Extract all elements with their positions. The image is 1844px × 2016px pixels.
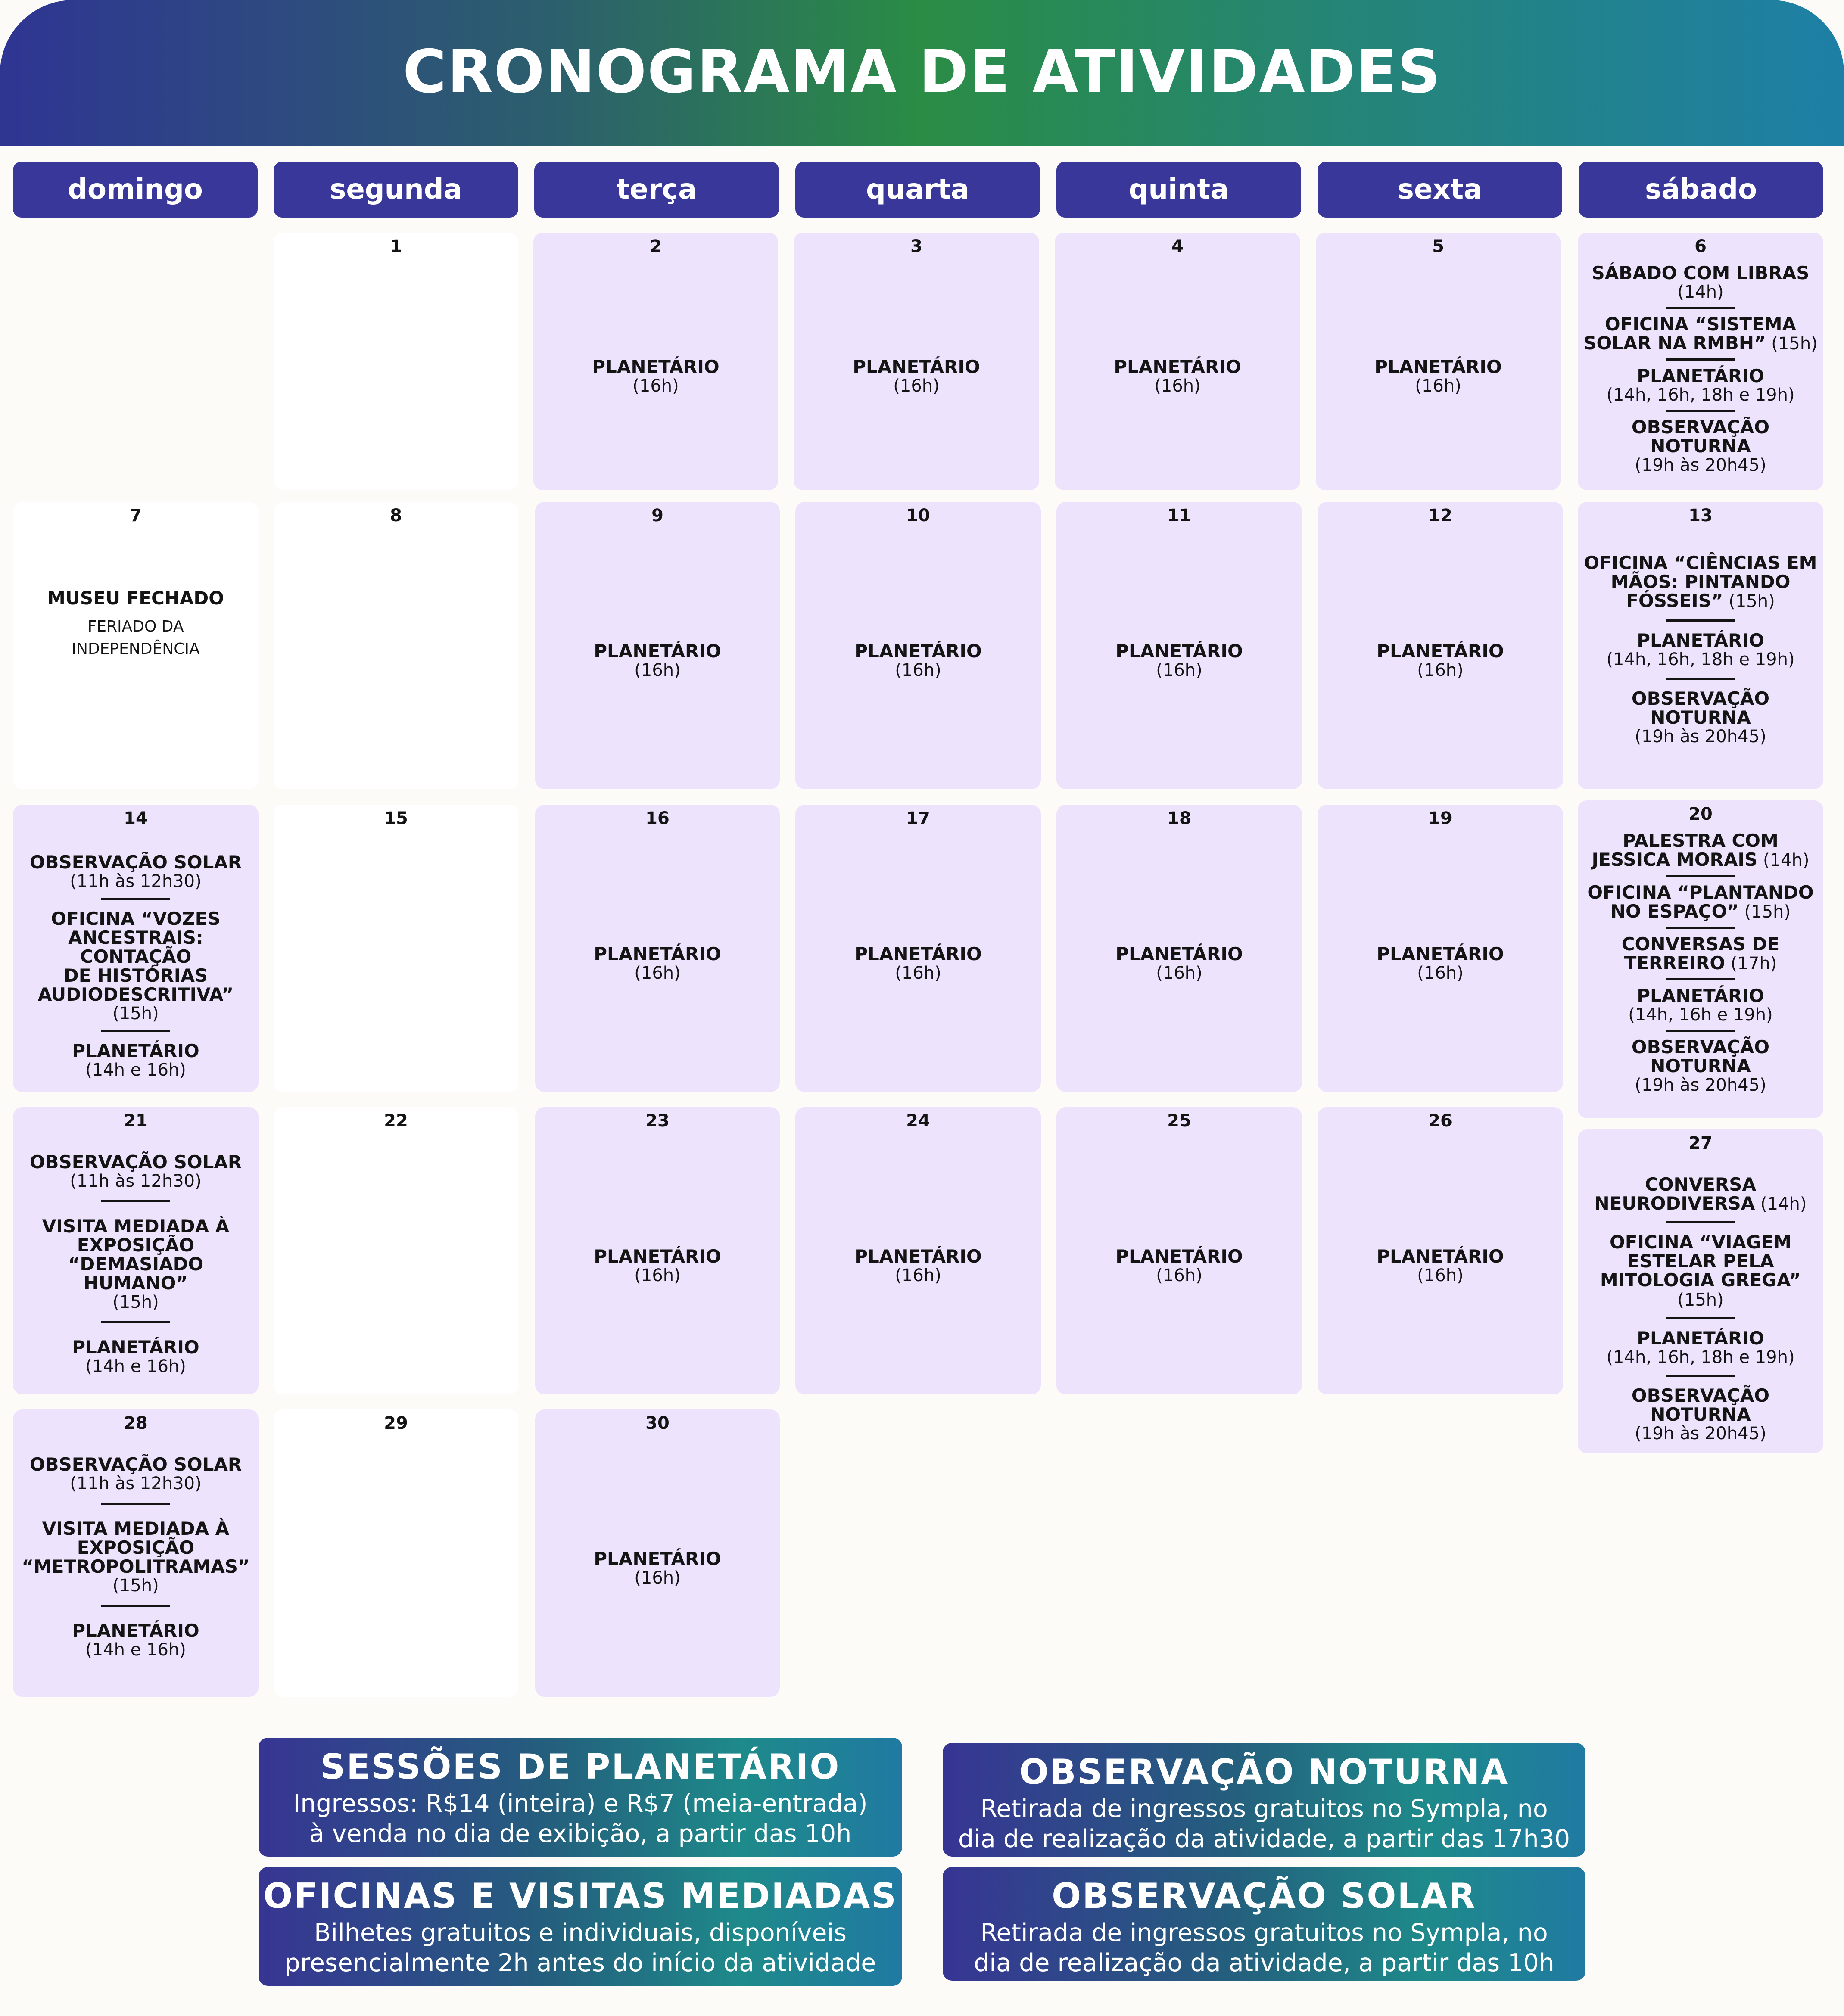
day-number: 18 xyxy=(1167,809,1191,828)
activity-time: (15h) xyxy=(112,1292,159,1312)
activity-title: PLANETÁRIO xyxy=(1377,1245,1504,1267)
activity-title: OBSERVAÇÃO SOLAR xyxy=(29,852,242,873)
info-description: Retirada de ingressos gratuitos no Sympla, no dia de realização da atividade, a partir das 17h30 xyxy=(958,1795,1570,1853)
weekday-quinta: quinta xyxy=(1056,162,1301,218)
day-cell-3 xyxy=(794,233,1039,490)
activity-time: (16h) xyxy=(632,376,679,396)
day-cell-23 xyxy=(535,1107,780,1394)
activity-title: PLANETÁRIO xyxy=(1114,356,1241,377)
weekday-sexta: sexta xyxy=(1318,162,1562,218)
activity-title: PLANETÁRIO xyxy=(1377,943,1504,964)
activity xyxy=(1578,554,1823,611)
activity-title: PLANETÁRIO xyxy=(1374,356,1502,377)
activity-time: (16h) xyxy=(1156,1265,1202,1285)
separator xyxy=(1666,307,1735,309)
activity xyxy=(1578,315,1823,353)
day-number: 24 xyxy=(906,1111,930,1131)
day-number: 30 xyxy=(645,1413,670,1433)
day-cell-22 xyxy=(274,1107,518,1394)
day-number: 12 xyxy=(1428,506,1452,526)
info-description: Retirada de ingressos gratuitos no Sympla, no dia de realização da atividade, a partir das 10h xyxy=(974,1919,1554,1977)
activity-title: PLANETÁRIO xyxy=(594,943,721,964)
separator xyxy=(1666,619,1735,622)
separator xyxy=(1666,410,1735,412)
activity-title: SÁBADO COM LIBRAS xyxy=(1592,262,1810,283)
activity-time: (16h) xyxy=(634,963,681,983)
activity-title-wrap xyxy=(1578,1233,1823,1310)
activity-time: (16h) xyxy=(634,1265,681,1285)
activity-time: (15h) xyxy=(1738,902,1791,922)
activity-title: OFICINA “PLANTANDO NO ESPAÇO” xyxy=(1587,882,1814,922)
activity-time: (16h) xyxy=(1415,376,1461,396)
activity-title: OBSERVAÇÃO NOTURNA xyxy=(1631,1385,1770,1425)
day-number: 23 xyxy=(645,1111,670,1131)
info-box-observacao-noturna xyxy=(943,1743,1585,1857)
day-cell-24 xyxy=(795,1107,1041,1394)
day-cell-15 xyxy=(274,805,518,1092)
activity xyxy=(1578,689,1823,746)
activity xyxy=(1578,418,1823,475)
separator xyxy=(1666,678,1735,680)
activity-time: (15h) xyxy=(1723,591,1775,611)
day-number: 22 xyxy=(384,1111,408,1131)
weekday-terca: terça xyxy=(534,162,779,218)
activity-title: PLANETÁRIO xyxy=(72,1620,199,1641)
activity xyxy=(13,1338,259,1376)
activity-time: (14h, 16h, 18h e 19h) xyxy=(1606,650,1795,669)
activity-time: (19h às 20h45) xyxy=(1635,1075,1766,1095)
day-cell-13 xyxy=(1578,502,1823,789)
activity xyxy=(13,909,259,1023)
day-number: 20 xyxy=(1688,804,1713,824)
activity xyxy=(1318,945,1563,983)
separator xyxy=(1666,1317,1735,1319)
activity-time: (15h) xyxy=(1677,1290,1724,1310)
day-cell-18 xyxy=(1056,805,1302,1092)
activity-time: (16h) xyxy=(1156,660,1202,680)
activity xyxy=(1578,1329,1823,1367)
activity xyxy=(1318,642,1563,680)
info-title: OBSERVAÇÃO SOLAR xyxy=(1052,1876,1476,1916)
activity-time: (15h) xyxy=(112,1004,159,1024)
activity-time: (16h) xyxy=(895,963,941,983)
day-number: 19 xyxy=(1428,809,1452,828)
activity-title: OFICINA “VIAGEM ESTELAR PELA MITOLOGIA GREGA” xyxy=(1600,1232,1801,1291)
activity xyxy=(1578,883,1823,921)
separator xyxy=(101,1321,170,1323)
separator xyxy=(1666,978,1735,980)
activity-time: (15h) xyxy=(1766,334,1818,354)
activity-time: (15h) xyxy=(112,1576,159,1596)
activity-title: PLANETÁRIO xyxy=(1637,985,1764,1006)
activity-time: (14h, 16h e 19h) xyxy=(1628,1005,1773,1025)
separator xyxy=(1666,927,1735,929)
activity xyxy=(795,1247,1041,1285)
day-cell-19 xyxy=(1318,805,1563,1092)
day-number: 11 xyxy=(1167,506,1191,526)
activity xyxy=(13,1042,259,1080)
weekday-sabado: sábado xyxy=(1579,162,1823,218)
activity-time: (11h às 12h30) xyxy=(70,1474,202,1493)
activity-title: OBSERVAÇÃO NOTURNA xyxy=(1631,1036,1770,1076)
activity-title: OBSERVAÇÃO SOLAR xyxy=(29,1151,242,1173)
activity-title: PLANETÁRIO xyxy=(1115,640,1243,662)
activity-title-wrap xyxy=(1583,554,1818,611)
activity-title-wrap xyxy=(1621,935,1780,973)
info-description: Bilhetes gratuitos e individuais, disponíveis presencialmente 2h antes do início da atividade xyxy=(284,1919,876,1977)
activity-time: (14h) xyxy=(1677,282,1724,302)
activity-time: (16h) xyxy=(1154,376,1201,396)
activity-title: PLANETÁRIO xyxy=(1115,943,1243,964)
separator xyxy=(101,1503,170,1505)
activity-time: (19h às 20h45) xyxy=(1635,1424,1766,1444)
activity-time: (14h) xyxy=(1757,850,1810,870)
separator xyxy=(101,1200,170,1202)
day-number: 26 xyxy=(1428,1111,1452,1131)
day-cell-1 xyxy=(274,233,518,490)
activity xyxy=(13,1621,259,1659)
day-cell-9 xyxy=(535,502,780,789)
activity xyxy=(13,1455,259,1493)
activity xyxy=(535,1549,780,1587)
weekday-quarta: quarta xyxy=(795,162,1040,218)
separator xyxy=(101,1605,170,1607)
info-box-planetario xyxy=(259,1738,902,1857)
activity-title: CONVERSAS DE TERREIRO xyxy=(1621,933,1780,974)
day-cell-4 xyxy=(1055,233,1300,490)
activity-title: OFICINA “SISTEMA SOLAR NA RMBH” xyxy=(1583,314,1797,354)
activity-time: (14h, 16h, 18h e 19h) xyxy=(1606,1347,1795,1367)
page-title: CRONOGRAMA DE ATIVIDADES xyxy=(402,37,1442,106)
activity-title: PLANETÁRIO xyxy=(1637,1328,1764,1349)
activity-title: CONVERSA NEURODIVERSA xyxy=(1594,1174,1756,1214)
separator xyxy=(1666,1375,1735,1377)
activity xyxy=(13,853,259,891)
activity-time: (16h) xyxy=(1156,963,1202,983)
activity xyxy=(794,358,1039,395)
activity-time: (14h e 16h) xyxy=(85,1060,186,1080)
activity xyxy=(1578,935,1823,973)
activity-time: (16h) xyxy=(1417,1265,1464,1285)
day-number: 6 xyxy=(1694,236,1707,256)
info-box-observacao-solar xyxy=(943,1867,1585,1981)
day-cell-8 xyxy=(274,502,518,789)
activity xyxy=(1055,358,1300,395)
activity xyxy=(1578,831,1823,870)
activity-title: OBSERVAÇÃO SOLAR xyxy=(29,1454,242,1475)
day-number: 14 xyxy=(124,809,148,828)
activity-title: PLANETÁRIO xyxy=(72,1040,199,1061)
activity-title-wrap xyxy=(1582,315,1819,353)
activity-time: (16h) xyxy=(634,660,681,680)
activity xyxy=(1578,1038,1823,1095)
separator xyxy=(1666,358,1735,361)
activity xyxy=(1056,1247,1302,1285)
activity-time: (14h e 16h) xyxy=(85,1356,186,1376)
activity-title: OBSERVAÇÃO NOTURNA xyxy=(1631,688,1770,728)
activity-title: PLANETÁRIO xyxy=(594,1548,721,1569)
day-number: 2 xyxy=(650,236,662,256)
separator xyxy=(1666,1030,1735,1032)
activity xyxy=(1578,1233,1823,1310)
activity-time: (16h) xyxy=(895,1265,941,1285)
activity xyxy=(13,589,259,660)
day-cell-5 xyxy=(1316,233,1561,490)
activity-title: PLANETÁRIO xyxy=(1377,640,1504,662)
day-cell-2 xyxy=(533,233,778,490)
day-cell-28 xyxy=(13,1409,259,1697)
day-cell-29 xyxy=(274,1409,518,1697)
activity-title: PLANETÁRIO xyxy=(594,1245,721,1267)
activity-time: (19h às 20h45) xyxy=(1635,455,1766,475)
activity-time: (17h) xyxy=(1725,954,1777,974)
activity xyxy=(1316,358,1561,395)
info-title: OBSERVAÇÃO NOTURNA xyxy=(1019,1752,1509,1792)
activity-title: PALESTRA COM JESSICA MORAIS xyxy=(1592,830,1779,870)
activity-note: FERIADO DA INDEPENDÊNCIA xyxy=(72,618,200,658)
day-cell-12 xyxy=(1318,502,1563,789)
activity-title: PLANETÁRIO xyxy=(854,640,982,662)
weekday-domingo: domingo xyxy=(13,162,258,218)
activity xyxy=(533,358,778,395)
activity-title: PLANETÁRIO xyxy=(594,640,721,662)
activity-title: PLANETÁRIO xyxy=(1637,365,1764,386)
day-number: 7 xyxy=(130,506,142,526)
day-cell-16 xyxy=(535,805,780,1092)
day-number: 13 xyxy=(1688,506,1713,526)
day-number: 5 xyxy=(1432,236,1444,256)
activity-title: PLANETÁRIO xyxy=(592,356,720,377)
activity xyxy=(535,642,780,680)
activity xyxy=(1578,986,1823,1024)
activity-time: (11h às 12h30) xyxy=(70,1171,202,1191)
header-banner xyxy=(0,0,1844,146)
activity-title: VISITA MEDIADA À EXPOSIÇÃO “DEMASIADO HUMANO” xyxy=(42,1216,230,1294)
activity-title: PLANETÁRIO xyxy=(854,943,982,964)
activity-title: PLANETÁRIO xyxy=(1115,1245,1243,1267)
day-number: 10 xyxy=(906,506,930,526)
activity-time: (11h às 12h30) xyxy=(70,871,202,891)
day-number: 9 xyxy=(651,506,663,526)
separator xyxy=(1666,1221,1735,1223)
day-number: 8 xyxy=(390,506,402,526)
activity xyxy=(1318,1247,1563,1285)
activity-title: OFICINA “VOZES ANCESTRAIS: CONTAÇÃO DE HISTÓRIAS AUDIODESCRITIVA” xyxy=(37,908,234,1005)
day-number: 3 xyxy=(910,236,922,256)
info-title: OFICINAS E VISITAS MEDIADAS xyxy=(263,1876,897,1916)
activity-title: OFICINA “CIÊNCIAS EM MÃOS: PINTANDO FÓSSEIS” xyxy=(1584,552,1817,611)
activity xyxy=(535,1247,780,1285)
activity-title: VISITA MEDIADA À EXPOSIÇÃO “METROPOLITRAMAS” xyxy=(22,1518,250,1577)
activity xyxy=(1056,945,1302,983)
activity-time: (16h) xyxy=(1417,963,1464,983)
info-title: SESSÕES DE PLANETÁRIO xyxy=(320,1747,841,1787)
activity-title: PLANETÁRIO xyxy=(853,356,980,377)
activity xyxy=(535,945,780,983)
activity-title-wrap xyxy=(1591,831,1810,870)
day-cell-26 xyxy=(1318,1107,1563,1394)
activity-title: OBSERVAÇÃO NOTURNA xyxy=(1631,417,1770,457)
activity xyxy=(1578,264,1823,302)
weekday-segunda: segunda xyxy=(274,162,518,218)
activity-time: (16h) xyxy=(895,660,941,680)
activity-time: (16h) xyxy=(634,1568,681,1588)
day-number: 16 xyxy=(645,809,670,828)
activity-time: (16h) xyxy=(1417,660,1464,680)
day-number: 28 xyxy=(124,1413,148,1433)
day-cell-14 xyxy=(13,805,259,1092)
activity-title: PLANETÁRIO xyxy=(1637,630,1764,651)
activity-title-wrap xyxy=(1594,1175,1808,1213)
activity-title: PLANETÁRIO xyxy=(854,1245,982,1267)
activity-time: (19h às 20h45) xyxy=(1635,727,1766,747)
info-box-oficinas xyxy=(259,1867,902,1986)
activity-title: MUSEU FECHADO xyxy=(47,588,224,609)
day-cell-6 xyxy=(1578,233,1823,490)
day-cell-25 xyxy=(1056,1107,1302,1394)
separator xyxy=(101,898,170,900)
day-number: 27 xyxy=(1688,1133,1713,1153)
activity xyxy=(13,1519,259,1595)
day-number: 15 xyxy=(384,809,408,828)
activity-time: (16h) xyxy=(893,376,940,396)
activity xyxy=(795,945,1041,983)
activity-time: (14h) xyxy=(1755,1194,1807,1214)
activity-time: (14h e 16h) xyxy=(85,1640,186,1660)
day-number: 29 xyxy=(384,1413,408,1433)
day-number: 1 xyxy=(390,236,402,256)
activity-time: (14h, 16h, 18h e 19h) xyxy=(1606,385,1795,405)
day-cell-11 xyxy=(1056,502,1302,789)
activity xyxy=(1578,1175,1823,1213)
day-cell-30 xyxy=(535,1409,780,1697)
activity xyxy=(1578,631,1823,669)
day-number: 25 xyxy=(1167,1111,1191,1131)
day-cell-20 xyxy=(1578,800,1823,1118)
day-number: 4 xyxy=(1171,236,1184,256)
activity xyxy=(1578,1386,1823,1443)
info-description: Ingressos: R$14 (inteira) e R$7 (meia-entrada) à venda no dia de exibição, a partir das 10h xyxy=(293,1789,868,1848)
activity xyxy=(1056,642,1302,680)
day-cell-17 xyxy=(795,805,1041,1092)
day-cell-7 xyxy=(13,502,259,789)
day-number: 21 xyxy=(124,1111,148,1131)
day-cell-27 xyxy=(1578,1129,1823,1453)
activity xyxy=(1578,367,1823,404)
separator xyxy=(1666,875,1735,877)
day-cell-21 xyxy=(13,1107,259,1394)
activity-title-wrap xyxy=(1586,883,1814,921)
activity xyxy=(13,1217,259,1312)
activity xyxy=(795,642,1041,680)
day-number: 17 xyxy=(906,809,930,828)
activity-title: PLANETÁRIO xyxy=(72,1337,199,1358)
activity xyxy=(13,1153,259,1191)
day-cell-10 xyxy=(795,502,1041,789)
separator xyxy=(101,1030,170,1032)
